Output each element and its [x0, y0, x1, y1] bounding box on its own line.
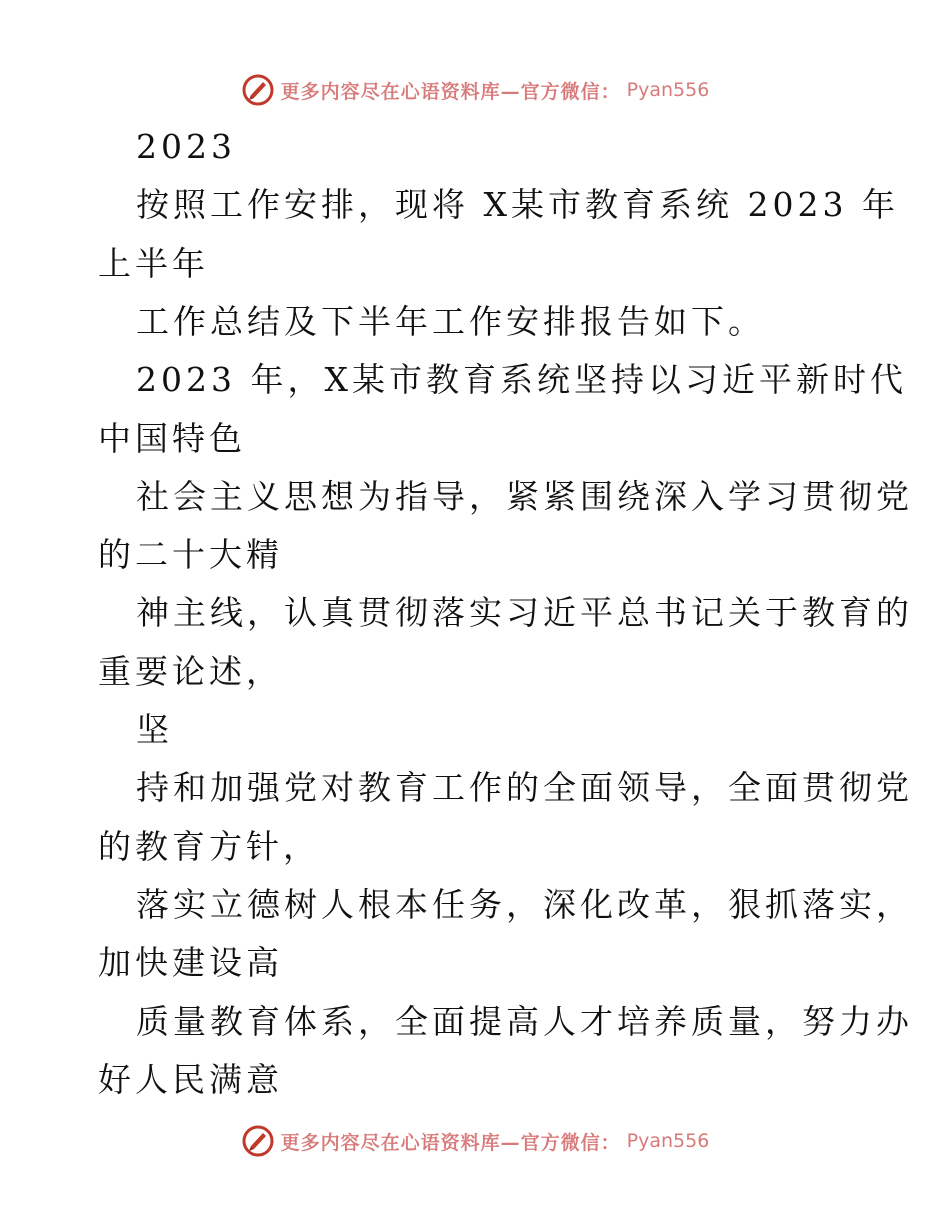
- text-line: 坚: [136, 710, 173, 749]
- text-line: 上半年: [98, 243, 209, 283]
- text-line: 重要论述，: [98, 651, 283, 691]
- watermark-text: 更多内容尽在心语资料库—官方微信：: [280, 80, 621, 103]
- watermark-wechat-id: Pyan556: [626, 79, 710, 101]
- text-line: 质量教育体系，全面提高人才培养质量，努力办: [136, 1001, 913, 1041]
- text-line: 好人民满意: [98, 1059, 283, 1099]
- footer-watermark: [0, 1121, 950, 1161]
- text-line: 加快建设高: [98, 943, 283, 983]
- watermark-wechat-id: Pyan556: [626, 1130, 710, 1152]
- text-line: 的教育方针，: [98, 826, 320, 866]
- text-line: 2023: [136, 127, 236, 166]
- text-line: 社会主义思想为指导，紧紧围绕深入学习贯彻党: [136, 476, 913, 516]
- text-line: 按照工作安排，现将 X某市教育系统 2023 年: [136, 185, 899, 225]
- pen-logo-icon: [241, 73, 275, 107]
- text-line: 持和加强党对教育工作的全面领导，全面贯彻党: [136, 768, 913, 808]
- watermark-text: 更多内容尽在心语资料库—官方微信：: [280, 1131, 621, 1154]
- text-line: 2023 年，X某市教育系统坚持以习近平新时代: [136, 360, 907, 400]
- text-line: 工作总结及下半年工作安排报告如下。: [136, 301, 765, 341]
- pen-logo-icon: [241, 1124, 275, 1158]
- text-line: 神主线，认真贯彻落实习近平总书记关于教育的: [136, 593, 913, 633]
- text-line: 中国特色: [98, 418, 246, 458]
- text-line: 的二十大精: [98, 535, 283, 575]
- text-line: 落实立德树人根本任务，深化改革，狠抓落实，: [136, 884, 913, 924]
- header-watermark: [0, 70, 950, 110]
